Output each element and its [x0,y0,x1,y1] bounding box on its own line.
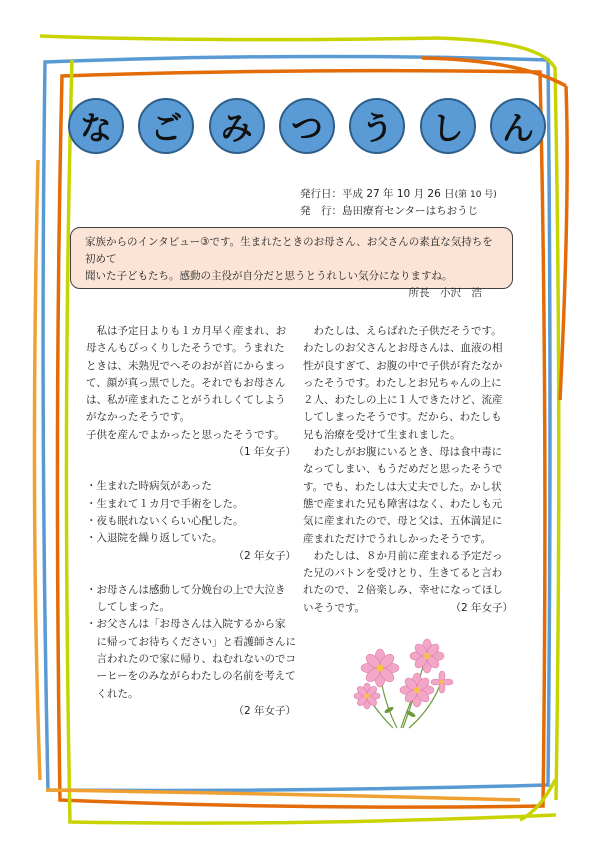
list-item: してしまった。 [86,601,170,614]
paragraph-line: わたしのお父さんとお母さんは、血液の相 [303,342,503,355]
title-char-circle: ご [138,98,194,154]
issue-date: 発行日：平成 27 年 10 月 26 日 [300,188,455,200]
paragraph-line: がなかったそうです。 [86,411,191,424]
paragraph-line: 兄も治療を受けて生まれました。 [303,428,461,441]
paragraph-line: 母さんもびっくりしたそうです。うまれた [86,342,285,355]
list-item: ・生まれた時病気があった [86,480,212,493]
paragraph-line: わたしは、えらばれた子供だそうです。 [313,325,502,337]
list-item: に帰ってお待ちください」と看護師さんに [86,635,296,648]
paragraph-line: て、顔が真っ黒でした。それでもお母さん [86,376,286,389]
paragraph-line: 性が良すぎて、お腹の中で子供が育たなか [303,359,503,372]
issue-publisher: 発 行：島田療育センターはちおうじ [300,205,479,217]
title-char-circle: う [349,98,405,154]
list-item: ・お父さんは「お母さんは入院するから家 [86,618,286,631]
paragraph-line: いそうです。 [303,601,366,614]
paragraph-line: わたしは、８か月前に産まれる予定だっ [313,549,503,562]
paragraph-line: わたしがお腹にいるとき、母は食中毒に [313,446,503,459]
notice-signature: 所長 小沢 浩 [408,287,482,299]
title-char-circle: な [68,98,124,154]
paragraph-line: 気に産まれたので、母と父は、五体満足に [303,515,503,528]
author-attribution: （1 年女子） [233,446,296,459]
newsletter-title [68,98,546,158]
paragraph-line: す。でも、わたしは大丈夫でした。かし状 [303,480,502,493]
author-attribution: （2 年女子） [233,704,296,717]
list-item: ・夜も眠れないくらい心配した。 [86,514,244,527]
author-attribution: （2 年女子） [233,549,296,562]
notice-line: 家族からのインタビュー③です。生まれたときのお母さん、お父さんの素直な気持ちを初めて [85,236,493,265]
paragraph-line: 態で産まれた兄も障害はなく、わたしも元 [303,497,503,510]
title-char-circle: ん [490,98,546,154]
paragraph-line: してしまったそうです。だから、わたしも [303,411,502,424]
title-char-circle: み [209,98,265,154]
paragraph-line: ２人、わたしの上に１人できたけど、流産 [303,394,503,407]
paragraph-line: ったそうです。わたしとお兄ちゃんの上に [303,376,502,389]
title-char-circle: し [420,98,476,154]
author-attribution: （2 年女子） [450,601,513,614]
paragraph-line: なってしまい、もうだめだと思ったそうで [303,463,503,476]
cosmos-flower-illustration [345,630,465,730]
director-notice-box [70,227,513,299]
list-item: ーヒーをのみながらわたしの名前を考えて [86,670,296,683]
paragraph-line: 子供を産んでよかったと思ったそうです。 [86,428,285,441]
notice-line: 聞いた子どもたち。感動の主役が自分だと思うとうれしい気分になりますね。 [85,270,453,282]
issue-number: (第 10 号) [454,190,497,200]
paragraph-line: 産まれただけでうれしかったそうです。 [303,532,492,545]
issue-info [300,186,497,219]
list-item: ・入退院を繰り返していた。 [86,532,223,545]
paragraph-line: た兄のバトンを受けとり、生きてると言わ [303,567,503,580]
list-item: 言われたので家に帰り、ねむれないのでコ [86,653,296,666]
list-item: ・生まれて１カ月で手術をした。 [86,497,244,510]
paragraph-line: は、私が産まれたことがうれしくてしよう [86,394,286,407]
paragraph-line: ときは、未熟児でへそのおが首にからまっ [86,359,286,372]
right-column [303,323,513,617]
paragraph-line: れたので、２倍楽しみ、幸せになってほし [303,584,503,597]
list-item: ・お母さんは感動して分娩台の上で大泣き [86,583,286,596]
title-char-circle: つ [279,98,335,154]
list-item: くれた。 [86,687,139,700]
paragraph-line: 私は予定日よりも１カ月早く産まれ、お [96,325,287,337]
left-column [86,323,296,720]
